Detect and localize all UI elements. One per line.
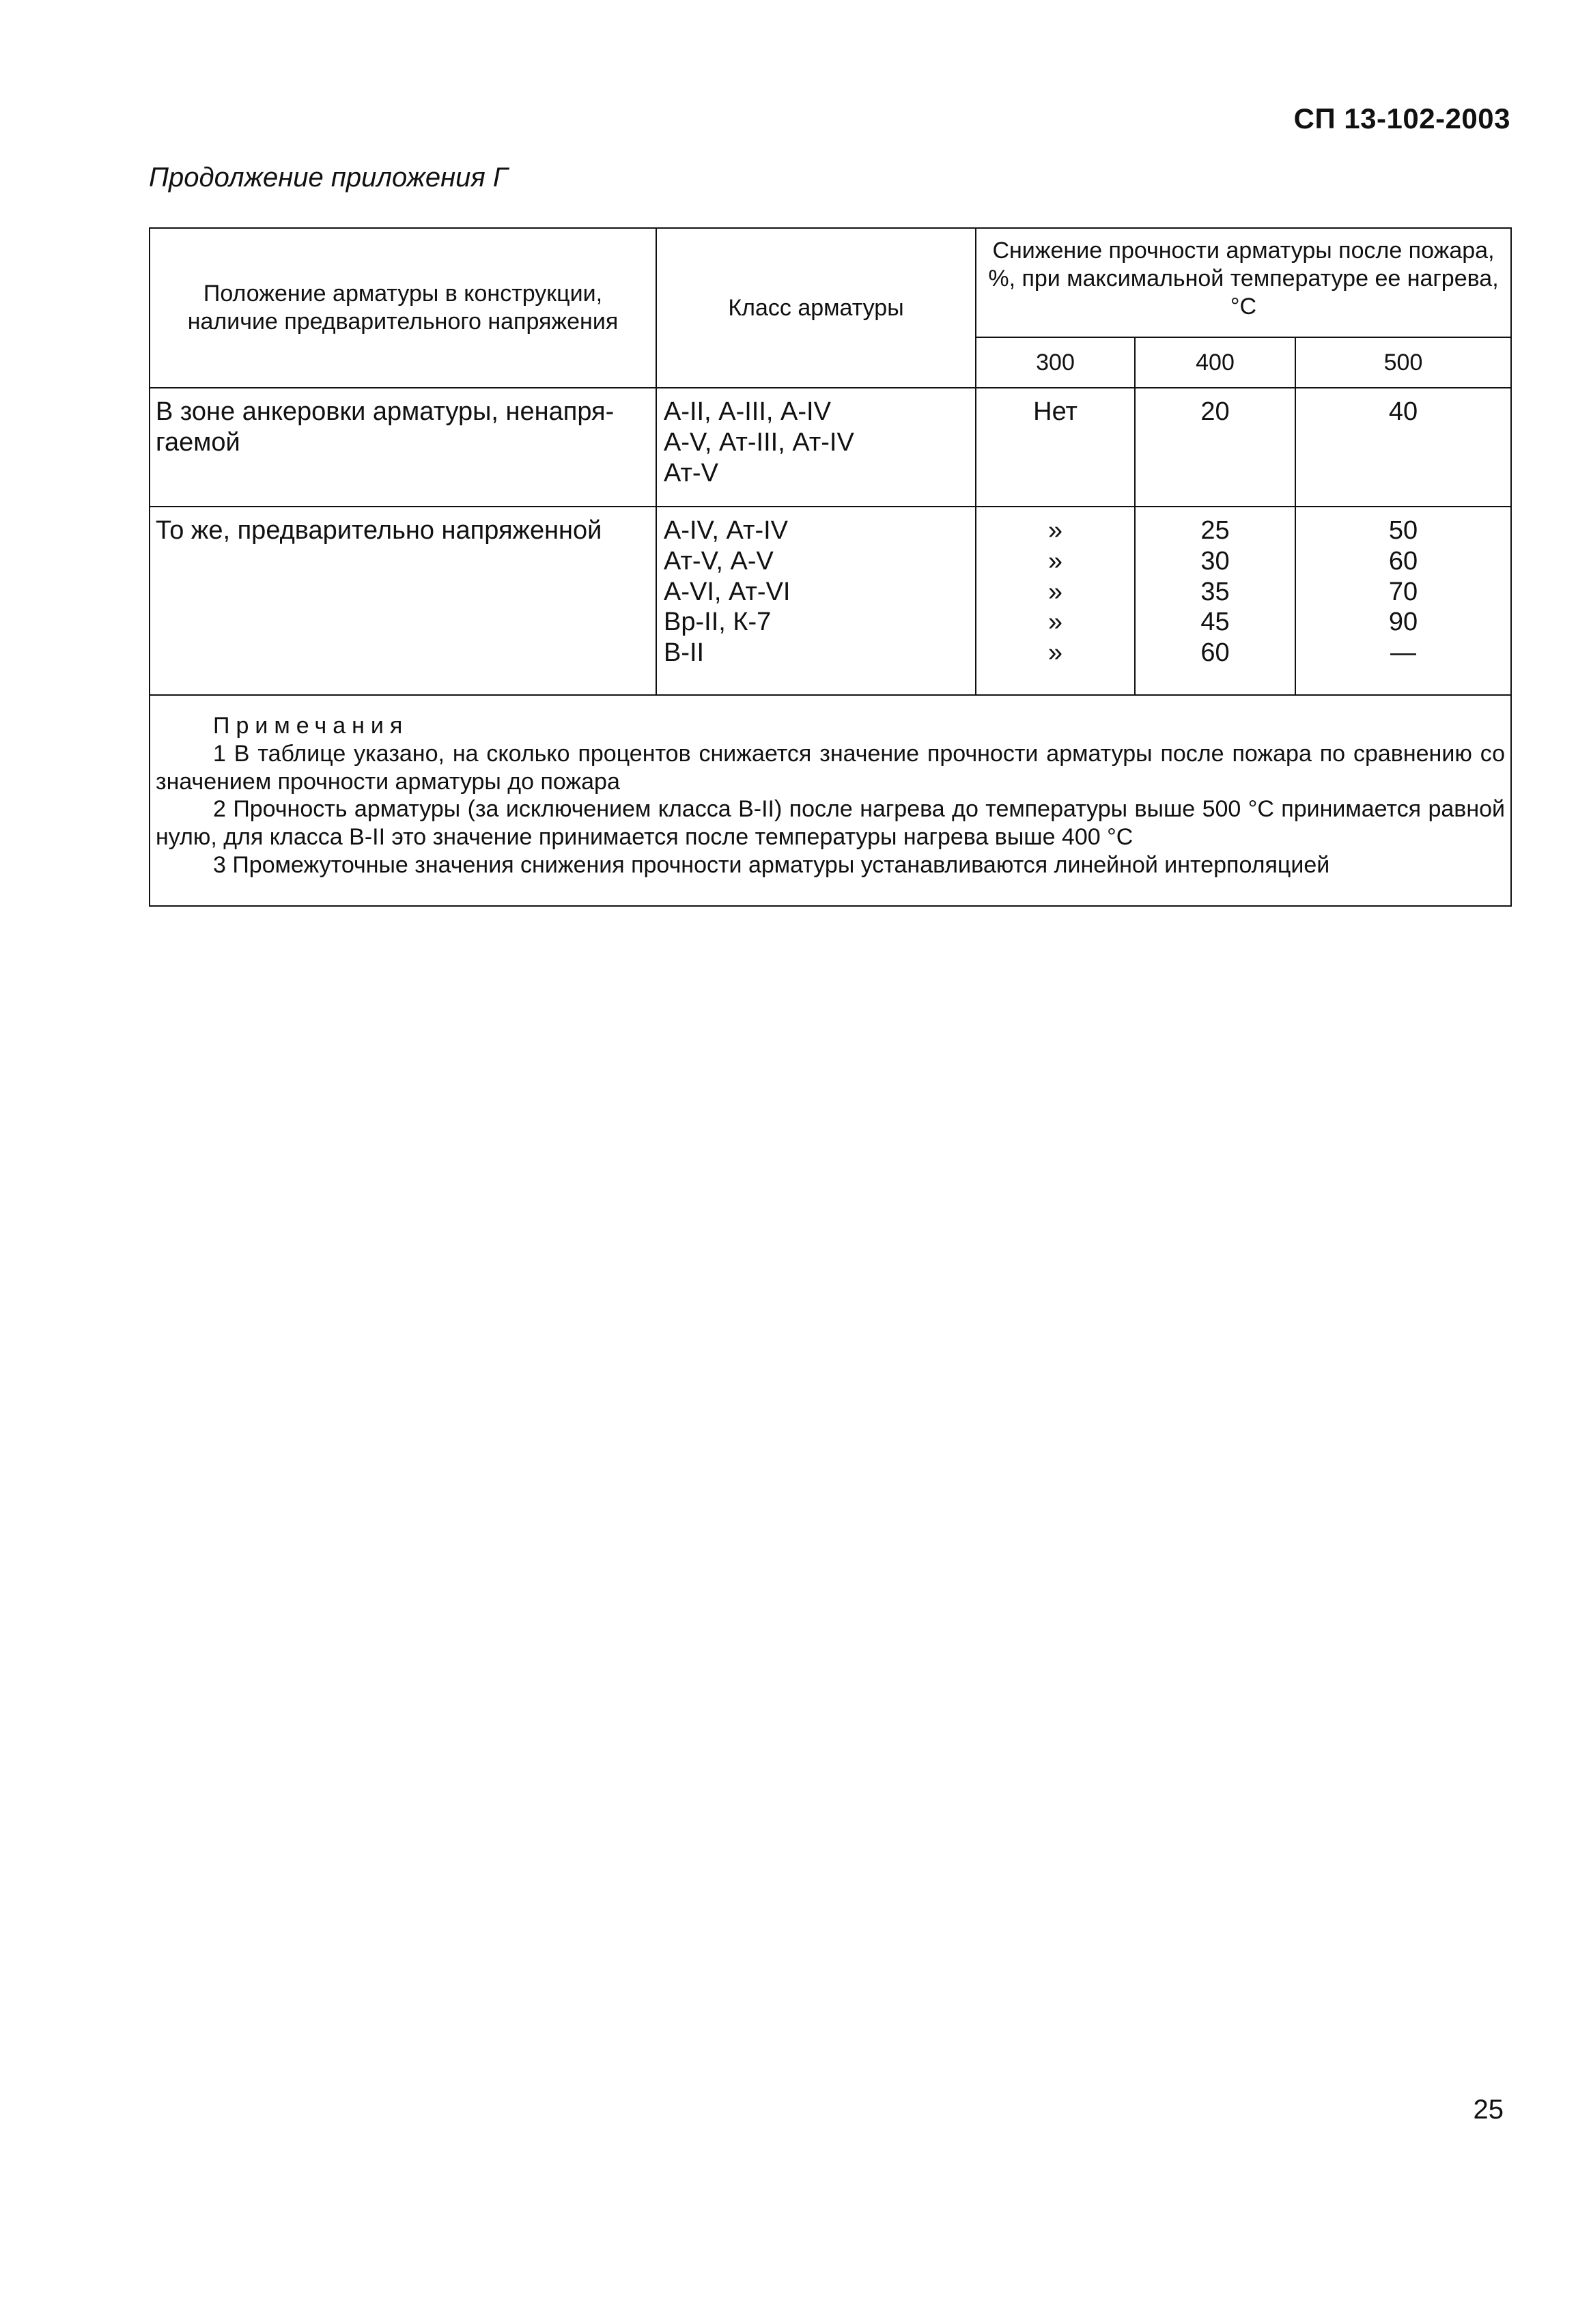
- class-cell: [656, 507, 976, 695]
- value: 30: [1200, 546, 1230, 576]
- value: —: [1390, 638, 1416, 668]
- notes-cell: [150, 695, 1511, 906]
- position-line: То же, предварительно напряженной: [156, 516, 602, 545]
- class-line: А-II, А-III, А-IV: [664, 397, 831, 426]
- header-temp-400: 400: [1135, 337, 1295, 388]
- value-400-cell: [1135, 388, 1295, 507]
- header-class: Класс арматуры: [656, 228, 976, 388]
- value: »: [1047, 546, 1063, 576]
- notes-row: [150, 695, 1511, 906]
- header-temp-300: 300: [976, 337, 1135, 388]
- note-item: 3 Промежуточные значения снижения прочности арматуры устанавливаются линейной интерполяцией: [213, 851, 1330, 878]
- value: »: [1047, 516, 1063, 545]
- class-line: Ат-V: [664, 458, 718, 487]
- value: 50: [1388, 516, 1418, 545]
- value: »: [1047, 577, 1063, 606]
- header-strength-reduction: Снижение прочности арматуры после пожара, %, при максимальной температуре ее нагрева, °С: [976, 228, 1511, 337]
- position-cell: [150, 507, 656, 695]
- class-line: А-IV, Ат-IV: [664, 516, 789, 545]
- value-500-cell: [1295, 388, 1511, 507]
- value: Нет: [1033, 397, 1078, 426]
- note-item: 1 В таблице указано, на сколько процентов снижается значение прочности арматуры после пожара по сравнению со значением прочности арматуры до пожара: [156, 740, 1506, 795]
- table-header-row: [150, 228, 1511, 337]
- page-number: 25: [1473, 2095, 1504, 2125]
- document-code: СП 13-102-2003: [1293, 102, 1510, 134]
- value: 35: [1200, 577, 1230, 606]
- value: 60: [1388, 546, 1418, 576]
- table-row: [150, 388, 1511, 507]
- value: 70: [1388, 577, 1418, 606]
- class-line: Ат-V, А-V: [664, 546, 774, 576]
- value-400-cell: [1135, 507, 1295, 695]
- value: 25: [1200, 516, 1230, 545]
- class-line: А-V, Ат-III, Ат-IV: [664, 427, 854, 457]
- note-item: 2 Прочность арматуры (за исключением класса В-II) после нагрева до температуры выше 500 °С принимается равной нулю, для класса В-II это значение принимается после температуры нагрева выше 400 °С: [156, 796, 1506, 851]
- value: »: [1047, 608, 1063, 637]
- reinforcement-strength-table: [149, 227, 1512, 907]
- position-cell: [150, 388, 656, 507]
- value-300-cell: [976, 388, 1135, 507]
- class-cell: [656, 388, 976, 507]
- header-position: Положение арматуры в конструкции, наличие предварительного напряжения: [150, 228, 656, 388]
- position-line: гаемой: [156, 427, 240, 457]
- class-line: А-VI, Ат-VI: [664, 577, 791, 606]
- value: 20: [1200, 397, 1230, 426]
- value: 60: [1200, 638, 1230, 668]
- value: »: [1047, 638, 1063, 668]
- class-line: Вр-II, К-7: [664, 608, 772, 637]
- notes-title: Примечания: [213, 713, 409, 739]
- table-row: [150, 507, 1511, 695]
- header-temp-500: 500: [1295, 337, 1511, 388]
- value-300-cell: [976, 507, 1135, 695]
- value: 90: [1388, 608, 1418, 637]
- value-500-cell: [1295, 507, 1511, 695]
- value: 40: [1388, 397, 1418, 426]
- class-line: В-II: [664, 638, 705, 668]
- value: 45: [1200, 608, 1230, 637]
- position-line: В зоне анкеровки арматуры, ненапря-: [156, 397, 615, 426]
- appendix-continuation-caption: Продолжение приложения Г: [149, 162, 508, 193]
